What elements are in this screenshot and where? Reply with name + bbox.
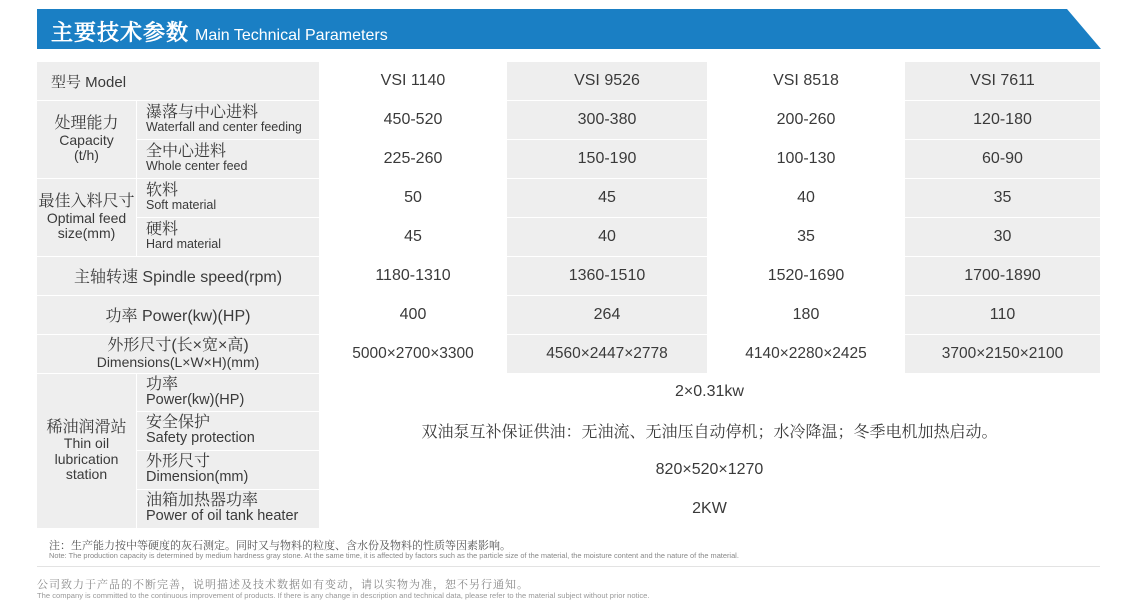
row-divider: [136, 450, 319, 451]
sub-label-en: Power(kw)(HP): [146, 391, 245, 408]
row-divider: [905, 178, 1100, 179]
spindle-speed-value: 1360-1510: [507, 256, 707, 295]
capacity-value: 300-380: [507, 100, 707, 139]
row-divider: [37, 100, 319, 101]
lube-heater-value: 2KW: [319, 489, 1100, 528]
feed-size-value: 50: [319, 178, 507, 217]
dimensions-label-en: Dimensions(L×W×H)(mm): [96, 353, 260, 370]
model-name: VSI 8518: [707, 62, 905, 100]
feed-size-label-en: Optimal feed: [46, 209, 127, 226]
lube-safety-value: 双油泵互补保证供油：无油流、无油压自动停机；水冷降温；冬季电机加热启动。: [319, 411, 1100, 450]
footer-disclaimer-cn: 公司致力于产品的不断完善，说明描述及技术数据如有变动，请以实物为准，恕不另行通知。: [37, 579, 529, 591]
sub-label-en: Power of oil tank heater: [146, 508, 299, 525]
spindle-speed-value: 1700-1890: [905, 256, 1100, 295]
dimensions-value: 4140×2280×2425: [707, 334, 905, 373]
capacity-sub-whole: [136, 139, 319, 178]
feed-size-value: 40: [707, 178, 905, 217]
sub-label-cn: 油箱加热器功率: [146, 492, 259, 510]
column-divider: [136, 373, 137, 528]
sub-label-cn: 硬料: [146, 221, 179, 239]
footer-divider: [37, 566, 1100, 567]
row-divider: [905, 217, 1100, 218]
lube-sub-heater: [136, 489, 319, 528]
capacity-note-en: Note: The production capacity is determined by medium hardness gray stone. At the same time, it is affected by factors such as the particle size of the material, the moisture content and the nature of the material.: [49, 551, 739, 560]
feed-size-value: 45: [507, 178, 707, 217]
section-banner: [37, 9, 1103, 51]
sub-label-en: Waterfall and center feeding: [146, 120, 302, 135]
power-label: 功率 Power(kw)(HP): [37, 295, 319, 334]
dimensions-label-cn: 外形尺寸(长×宽×高): [107, 337, 249, 355]
row-divider: [37, 373, 319, 374]
lube-sub-dimension: [136, 450, 319, 489]
model-header-label: 型号 Model: [37, 62, 319, 100]
capacity-note-cn: 注：生产能力按中等硬度的灰石测定。同时又与物料的粒度、含水份及物料的性质等因素影响。: [49, 540, 511, 552]
capacity-label-cn: 处理能力: [54, 115, 119, 133]
spindle-speed-value: 1180-1310: [319, 256, 507, 295]
dimensions-value: 5000×2700×3300: [319, 334, 507, 373]
title-en: Main Technical Parameters: [195, 27, 388, 44]
column-divider: [136, 100, 137, 256]
capacity-value: 225-260: [319, 139, 507, 178]
feed-size-value: 45: [319, 217, 507, 256]
row-divider: [136, 489, 319, 490]
feed-sub-hard: [136, 217, 319, 256]
capacity-unit: (t/h): [74, 146, 99, 163]
row-divider: [507, 100, 707, 101]
row-divider: [905, 334, 1100, 335]
feed-size-value: 30: [905, 217, 1100, 256]
sub-label-cn: 瀑落与中心进料: [146, 104, 259, 122]
row-divider: [507, 334, 707, 335]
lube-power-value: 2×0.31kw: [319, 373, 1100, 411]
lube-dimension-value: 820×520×1270: [319, 450, 1100, 489]
row-divider: [507, 139, 707, 140]
row-divider: [136, 217, 319, 218]
sub-label-en: Hard material: [146, 237, 222, 252]
sub-label-cn: 功率: [146, 375, 179, 393]
sub-label-cn: 外形尺寸: [146, 453, 211, 471]
model-name: VSI 7611: [905, 62, 1100, 100]
sub-label-cn: 安全保护: [146, 414, 211, 432]
feed-size-label-cn: 最佳入料尺寸: [38, 193, 135, 211]
capacity-value: 120-180: [905, 100, 1100, 139]
title-cn: 主要技术参数: [51, 20, 190, 45]
model-name: VSI 1140: [319, 62, 507, 100]
row-divider: [507, 178, 707, 179]
feed-size-value: 35: [905, 178, 1100, 217]
feed-size-label: [37, 178, 136, 256]
capacity-label-en: Capacity: [59, 131, 114, 148]
row-divider: [37, 256, 319, 257]
feed-size-value: 35: [707, 217, 905, 256]
row-divider: [136, 411, 319, 412]
footer-disclaimer-en: The company is committed to the continuous improvement of products. If there is any change in description and technical data, please refer to the material subject without prior notice.: [37, 591, 650, 600]
row-divider: [37, 178, 319, 179]
row-divider: [905, 139, 1100, 140]
capacity-value: 60-90: [905, 139, 1100, 178]
row-divider: [37, 295, 319, 296]
power-value: 400: [319, 295, 507, 334]
dimensions-label: [37, 334, 319, 373]
row-divider: [507, 217, 707, 218]
capacity-value: 100-130: [707, 139, 905, 178]
feed-size-value: 40: [507, 217, 707, 256]
row-divider: [507, 295, 707, 296]
spindle-speed-label: 主轴转速 Spindle speed(rpm): [37, 256, 319, 295]
capacity-value: 450-520: [319, 100, 507, 139]
lube-sub-safety: [136, 411, 319, 450]
row-divider: [37, 334, 319, 335]
spindle-speed-value: 1520-1690: [707, 256, 905, 295]
capacity-label: [37, 100, 136, 178]
page-title: [51, 16, 388, 47]
lubrication-label-en: Thin oil: [63, 435, 110, 452]
feed-sub-soft: [136, 178, 319, 217]
row-divider: [905, 100, 1100, 101]
power-value: 110: [905, 295, 1100, 334]
lubrication-label: [37, 373, 136, 528]
power-value: 180: [707, 295, 905, 334]
lubrication-label-en: lubrication: [54, 450, 119, 467]
sub-label-en: Safety protection: [146, 430, 255, 447]
sub-label-en: Dimension(mm): [146, 469, 249, 486]
lubrication-label-en: station: [65, 465, 108, 482]
dimensions-value: 4560×2447×2778: [507, 334, 707, 373]
power-value: 264: [507, 295, 707, 334]
sub-label-cn: 软料: [146, 182, 179, 200]
capacity-value: 150-190: [507, 139, 707, 178]
dimensions-value: 3700×2150×2100: [905, 334, 1100, 373]
sub-label-en: Soft material: [146, 198, 217, 213]
sub-label-en: Whole center feed: [146, 159, 248, 174]
capacity-value: 200-260: [707, 100, 905, 139]
feed-size-label-en: size(mm): [57, 224, 116, 241]
model-name: VSI 9526: [507, 62, 707, 100]
row-divider: [507, 256, 707, 257]
capacity-sub-waterfall: [136, 100, 319, 139]
row-divider: [905, 256, 1100, 257]
lubrication-label-cn: 稀油润滑站: [46, 419, 127, 437]
row-divider: [905, 295, 1100, 296]
row-divider: [136, 139, 319, 140]
lube-sub-power: [136, 373, 319, 411]
sub-label-cn: 全中心进料: [146, 143, 227, 161]
